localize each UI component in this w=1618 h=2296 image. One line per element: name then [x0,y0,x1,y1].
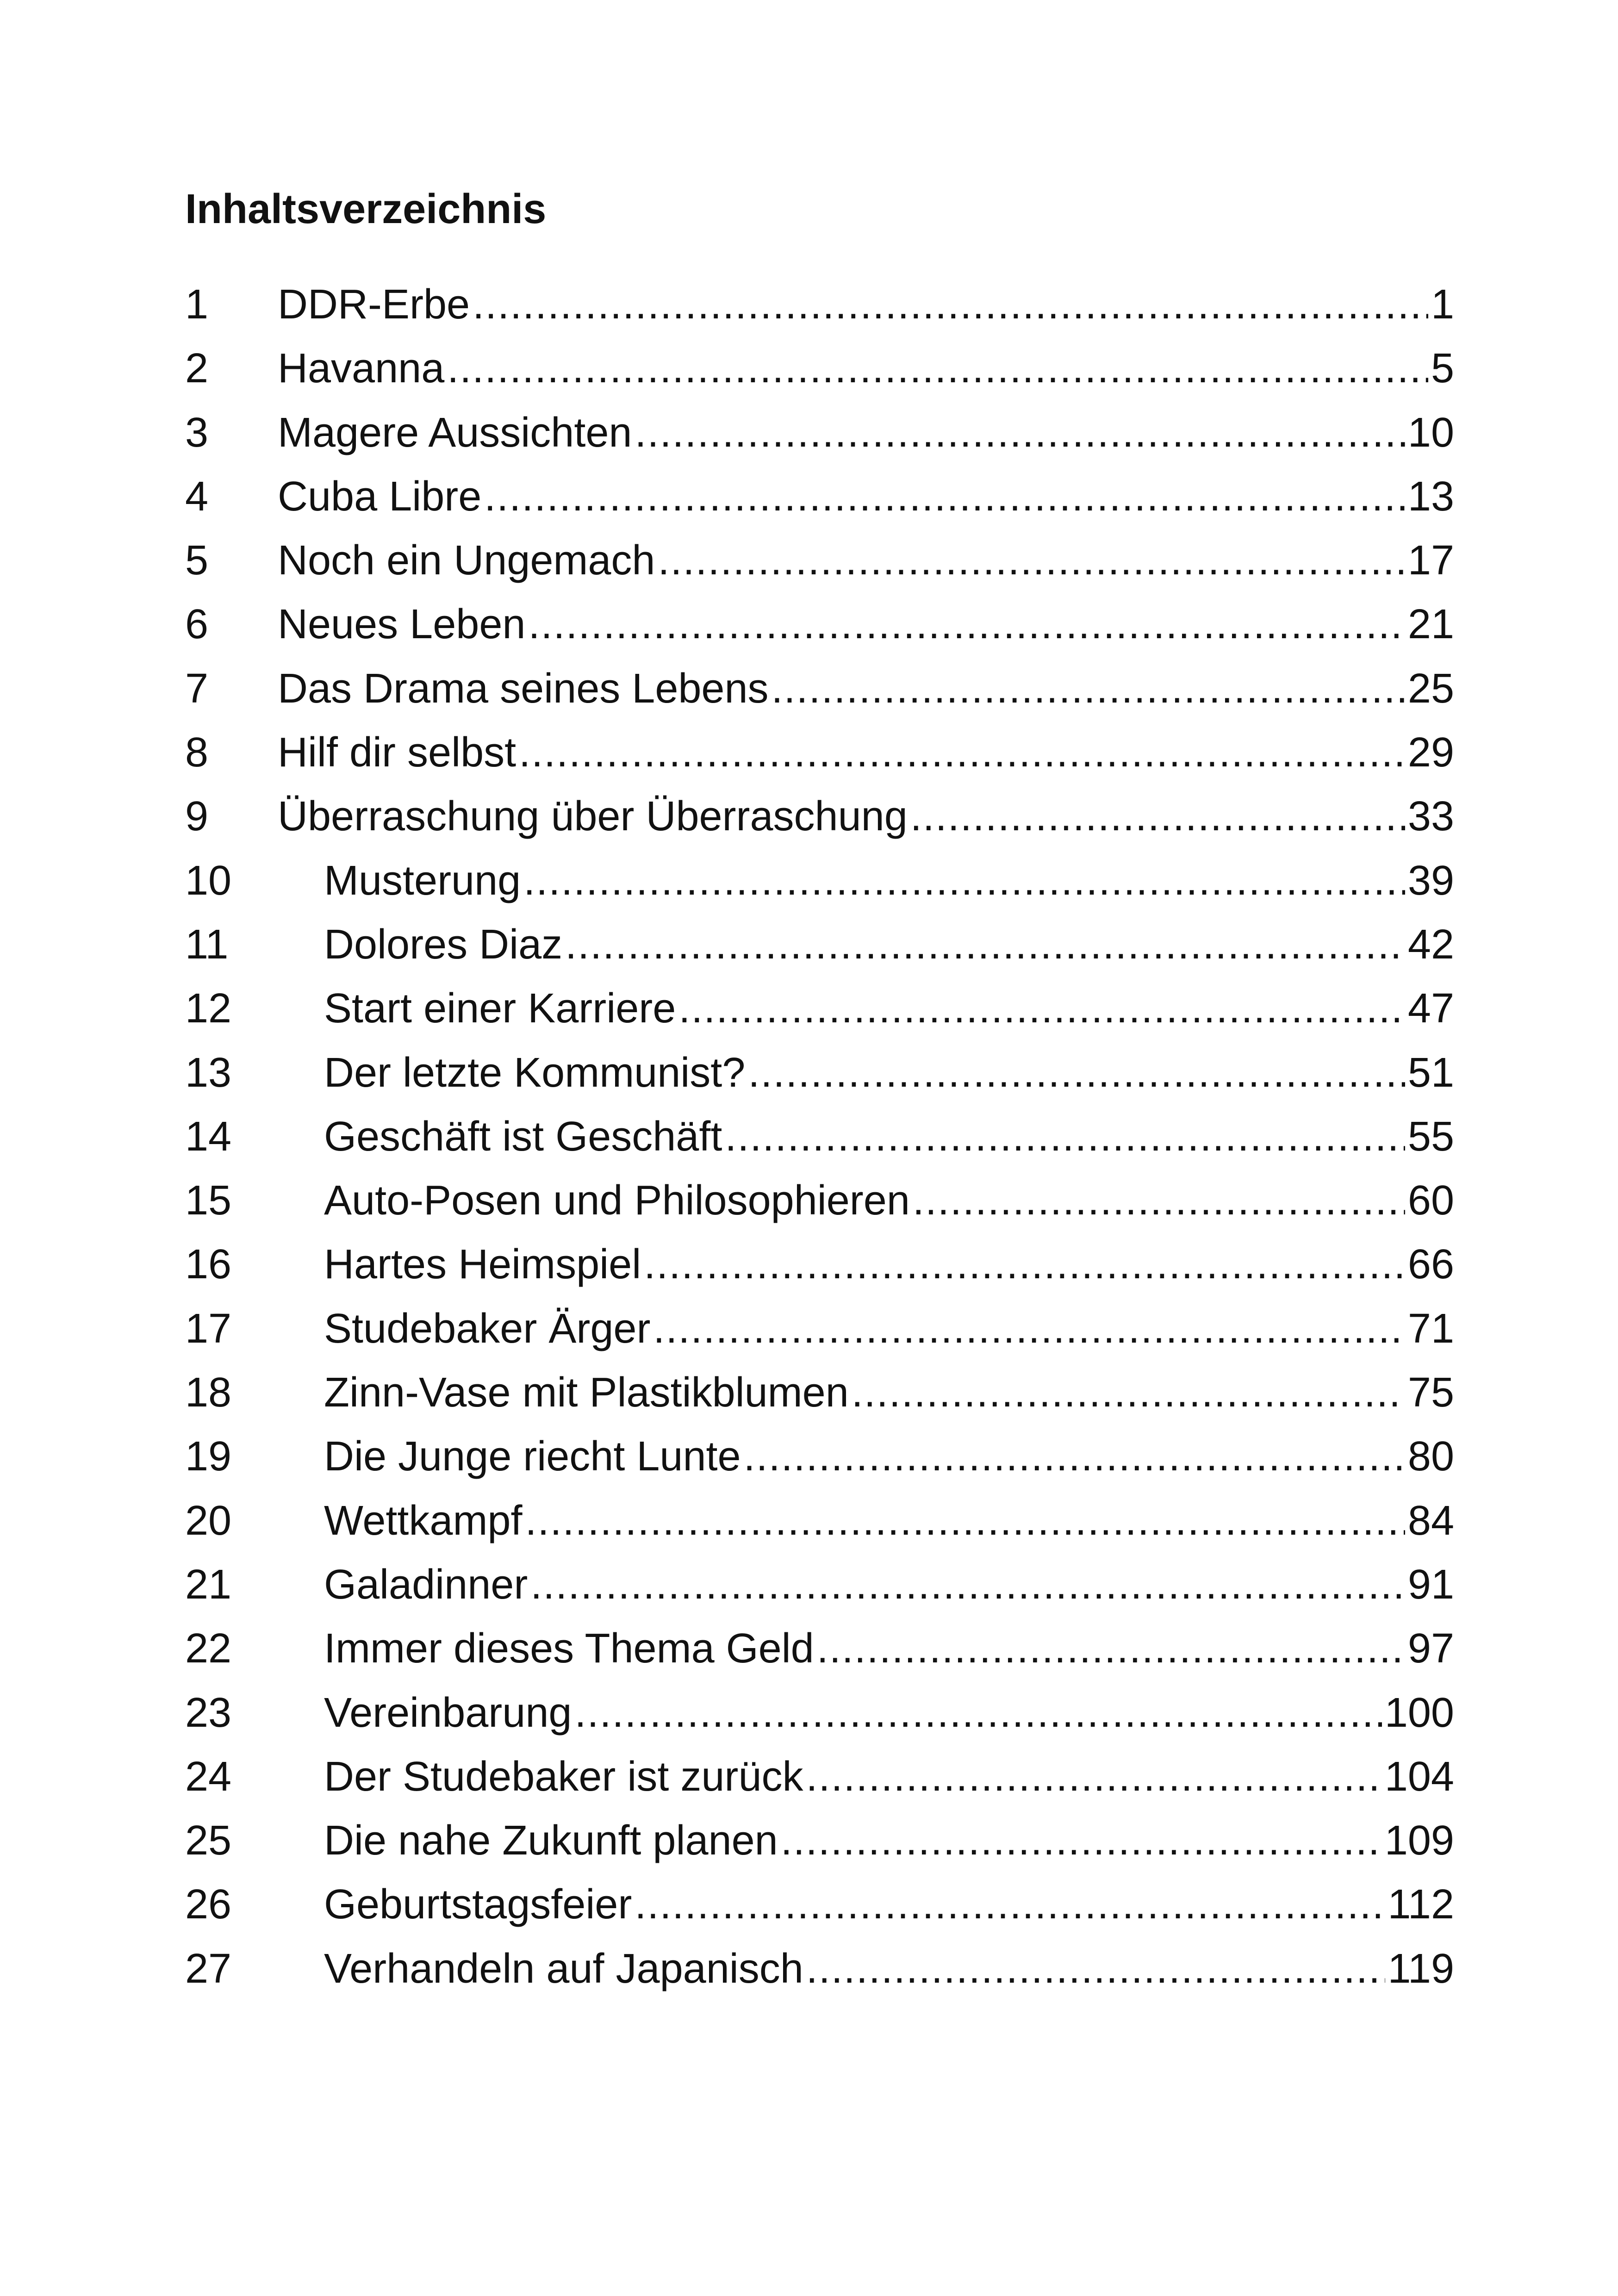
toc-entry-number: 24 [185,1753,232,1800]
toc-entry-title: Geschäft ist Geschäft [324,1113,722,1160]
toc-entry-page: 39 [1407,857,1454,904]
toc-entry [185,917,1454,981]
toc-entry-number: 7 [185,665,209,712]
toc-entry-page: 55 [1407,1113,1454,1160]
toc-entry-number: 17 [185,1305,232,1352]
toc-entry-title: Galadinner [324,1561,528,1608]
toc-entry-page: 84 [1407,1497,1454,1544]
toc-dot-leader [806,1941,1385,1997]
toc-entry-page: 104 [1384,1753,1454,1800]
toc-entry-number: 27 [185,1945,232,1992]
toc-entry-title: Die Junge riecht Lunte [324,1433,741,1480]
toc-dot-leader [748,1045,1405,1101]
toc-entry [185,405,1454,469]
toc-dot-leader [725,1109,1405,1164]
toc-entry [185,1109,1454,1173]
toc-dot-leader [635,405,1405,460]
toc-entry [185,1429,1454,1493]
toc-entry-number: 6 [185,601,209,648]
toc-entry-title: Magere Aussichten [278,409,632,456]
toc-entry-page: 80 [1407,1433,1454,1480]
toc-dot-leader [772,661,1405,716]
toc-entry-title: Noch ein Ungemach [278,537,655,584]
toc-dot-leader [528,597,1405,652]
toc-entry [185,1365,1454,1429]
toc-entry [185,533,1454,597]
toc-entry-title: Der letzte Kommunist? [324,1049,746,1096]
toc-dot-leader [484,469,1405,524]
toc-entry [185,597,1454,660]
toc-entry-title: Start einer Karriere [324,985,676,1032]
toc-entry-number: 5 [185,537,209,584]
toc-dot-leader [447,341,1428,396]
toc-entry [185,1237,1454,1300]
toc-dot-leader [635,1877,1385,1932]
toc-entry-number: 4 [185,473,209,520]
toc-entry-title: Wettkampf [324,1497,523,1544]
toc-entry-number: 21 [185,1561,232,1608]
toc-entry-page: 47 [1407,985,1454,1032]
toc-entry-page: 5 [1431,345,1454,392]
toc-entry-number: 19 [185,1433,232,1480]
toc-entry-page: 100 [1384,1689,1454,1736]
toc-entry-title: Geburtstagsfeier [324,1881,632,1928]
toc-entry [185,341,1454,404]
toc-entry-page: 21 [1407,601,1454,648]
toc-entry-title: Immer dieses Thema Geld [324,1625,814,1672]
toc-entry-title: Dolores Diaz [324,921,563,968]
toc-entry-title: Vereinbarung [324,1689,572,1736]
toc-entry [185,469,1454,533]
toc-entry [185,1941,1454,2005]
toc-entry-number: 15 [185,1177,232,1224]
toc-entry-page: 71 [1407,1305,1454,1352]
toc-dot-leader [525,1493,1405,1549]
toc-list [185,277,1454,2005]
toc-entry-number: 3 [185,409,209,456]
toc-entry [185,1493,1454,1557]
toc-entry [185,277,1454,341]
toc-entry [185,853,1454,917]
toc-entry [185,1813,1454,1877]
toc-entry-number: 11 [185,921,229,968]
toc-entry-page: 1 [1431,281,1454,328]
toc-entry-page: 29 [1407,729,1454,776]
toc-entry-number: 20 [185,1497,232,1544]
toc-entry-page: 33 [1407,793,1454,840]
toc-entry-page: 112 [1388,1881,1454,1928]
toc-entry-page: 51 [1407,1049,1454,1096]
toc-entry-page: 97 [1407,1625,1454,1672]
toc-entry-title: Studebaker Ärger [324,1305,651,1352]
toc-entry-number: 2 [185,345,209,392]
toc-entry-page: 109 [1384,1817,1454,1864]
toc-entry-page: 91 [1407,1561,1454,1608]
toc-entry-title: Das Drama seines Lebens [278,665,769,712]
toc-entry [185,981,1454,1045]
toc-entry-number: 26 [185,1881,232,1928]
toc-dot-leader [658,533,1405,588]
toc-dot-leader [574,1685,1382,1741]
toc-dot-leader [852,1365,1405,1420]
toc-entry-page: 75 [1407,1369,1454,1416]
toc-entry [185,789,1454,852]
toc-dot-leader [473,277,1428,332]
toc-entry-number: 1 [185,281,209,328]
toc-entry [185,1301,1454,1365]
toc-entry-page: 119 [1388,1945,1454,1992]
toc-dot-leader [678,981,1405,1036]
toc-entry-page: 13 [1407,473,1454,520]
toc-entry-page: 60 [1407,1177,1454,1224]
toc-entry-title: Havanna [278,345,445,392]
toc-entry-number: 14 [185,1113,232,1160]
toc-entry [185,1173,1454,1237]
toc-entry-title: Verhandeln auf Japanisch [324,1945,803,1992]
toc-entry-title: Auto-Posen und Philosophieren [324,1177,910,1224]
toc-entry [185,1749,1454,1813]
toc-entry-title: Musterung [324,857,521,904]
toc-dot-leader [653,1301,1405,1356]
toc-entry-page: 25 [1407,665,1454,712]
toc-entry-number: 18 [185,1369,232,1416]
toc-entry-number: 8 [185,729,209,776]
toc-dot-leader [806,1749,1382,1804]
toc-dot-leader [910,789,1405,844]
toc-dot-leader [565,917,1405,972]
toc-entry-title: Hilf dir selbst [278,729,517,776]
toc-entry-page: 10 [1407,409,1454,456]
toc-entry [185,725,1454,789]
toc-entry [185,1877,1454,1941]
toc-dot-leader [744,1429,1405,1484]
toc-entry [185,1621,1454,1685]
toc-entry-title: Cuba Libre [278,473,482,520]
toc-entry-page: 42 [1407,921,1454,968]
toc-entry-number: 16 [185,1241,232,1288]
toc-entry-page: 66 [1407,1241,1454,1288]
toc-entry-page: 17 [1407,537,1454,584]
toc-title: Inhaltsverzeichnis [185,186,547,232]
toc-entry [185,1045,1454,1109]
toc-entry [185,1685,1454,1749]
toc-dot-leader [817,1621,1405,1676]
toc-entry-title: Der Studebaker ist zurück [324,1753,803,1800]
toc-entry-number: 22 [185,1625,232,1672]
toc-dot-leader [530,1557,1405,1612]
toc-entry-number: 23 [185,1689,232,1736]
toc-entry-number: 13 [185,1049,232,1096]
toc-entry-title: Hartes Heimspiel [324,1241,641,1288]
toc-dot-leader [913,1173,1405,1228]
toc-dot-leader [644,1237,1405,1292]
toc-dot-leader [519,725,1405,780]
toc-dot-leader [781,1813,1382,1868]
toc-entry-number: 9 [185,793,209,840]
toc-entry-title: Die nahe Zukunft planen [324,1817,778,1864]
toc-entry-title: Neues Leben [278,601,526,648]
toc-entry [185,1557,1454,1621]
toc-entry-title: DDR-Erbe [278,281,470,328]
toc-entry-number: 10 [185,857,232,904]
toc-entry-number: 12 [185,985,232,1032]
toc-dot-leader [523,853,1405,908]
toc-entry-title: Überraschung über Überraschung [278,793,908,840]
toc-entry-title: Zinn-Vase mit Plastikblumen [324,1369,849,1416]
toc-entry [185,661,1454,725]
toc-entry-number: 25 [185,1817,232,1864]
